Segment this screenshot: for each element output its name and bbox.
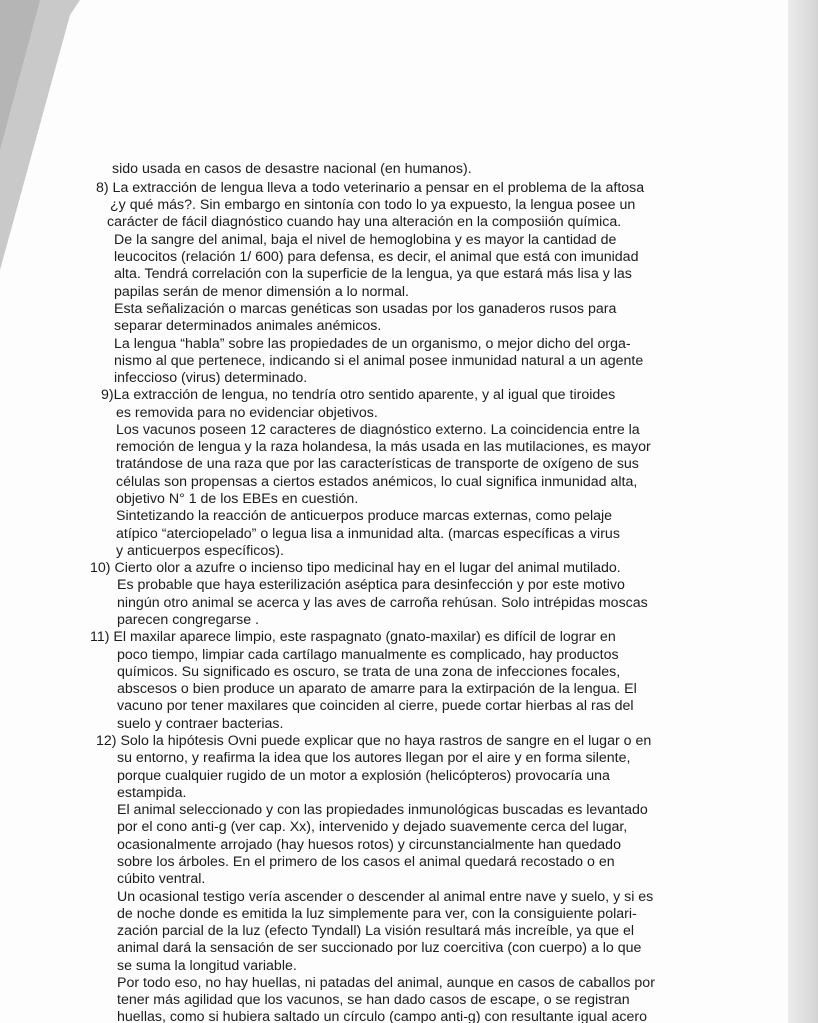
text-line: alta. Tendrá correlación con la superficie de la lengua, ya que estará más lisa y las — [114, 266, 632, 282]
text-line: sido usada en casos de desastre nacional (en humanos). — [112, 161, 472, 177]
text-line: atípico “aterciopelado” o legua lisa a inmunidad alta. (marcas específicas a virus — [116, 526, 620, 542]
text-line: Los vacunos poseen 12 caracteres de diagnóstico externo. La coincidencia entre la — [116, 422, 640, 438]
text-line: huellas, como si hubiera saltado un círculo (campo anti-g) con resultante igual acero — [117, 1009, 647, 1023]
text-line: zación parcial de la luz (efecto Tyndall) La visión resultará más increíble, ya que el — [117, 923, 635, 939]
text-line: sobre los árboles. En el primero de los casos el animal quedará recostado o en — [117, 854, 615, 870]
text-line: tener más agilidad que los vacunos, se han dado casos de escape, o se registran — [117, 992, 630, 1008]
text-line: La lengua “habla” sobre las propiedades de un organismo, o mejor dicho del orga- — [114, 336, 631, 352]
text-line: vacuno por tener maxilares que coinciden al cierre, puede cortar hierbas al ras del — [117, 698, 634, 714]
text-line: El animal seleccionado y con las propiedades inmunológicas buscadas es levantado — [117, 802, 648, 818]
text-line: estampida. — [117, 785, 187, 801]
text-line: porque cualquier rugido de un motor a explosión (helicópteros) provocaría una — [117, 768, 610, 784]
text-line: Es probable que haya esterilización aséptica para desinfección y por este motivo — [117, 577, 625, 593]
text-line: parecen congregarse . — [117, 612, 259, 628]
text-line: De la sangre del animal, baja el nivel de hemoglobina y es mayor la cantidad de — [114, 232, 617, 248]
text-line: células son propensas a ciertos estados anémicos, lo cual significa inmunidad alta, — [116, 474, 638, 490]
text-line: objetivo N° 1 de los EBEs en cuestión. — [116, 491, 359, 507]
text-line: ocasionalmente arrojado (hay huesos rotos) y circunstancialmente han quedado — [117, 837, 621, 853]
right-page-edge — [788, 0, 818, 1023]
text-line: leucocitos (relación 1/ 600) para defensa, es decir, el animal que está con imunidad — [114, 249, 639, 265]
text-line: su entorno, y reafirma la idea que los autores llegan por el aire y en forma silente, — [117, 750, 631, 766]
text-line: 9)La extracción de lengua, no tendría otro sentido aparente, y al igual que tiroides — [101, 387, 616, 403]
text-line: ningún otro animal se acerca y las aves de carroña rehúsan. Solo intrépidas moscas — [117, 595, 648, 611]
text-line: nismo al que pertenece, indicando si el animal posee inmunidad natural a un agente — [114, 353, 644, 369]
text-line: Un ocasional testigo vería ascender o descender al animal entre nave y suelo, y si es — [117, 889, 654, 905]
text-line: de noche donde es emitida la luz simplemente para ver, con la consiguiente polari- — [117, 906, 637, 922]
text-line: ¿y qué más?. Sin embargo en sintonía con todo lo ya expuesto, la lengua posee un — [110, 197, 636, 213]
text-line: químicos. Su significado es oscuro, se trata de una zona de infecciones focales, — [117, 664, 621, 680]
text-line: separar determinados animales anémicos. — [114, 318, 382, 334]
text-line: 12) Solo la hipótesis Ovni puede explicar que no haya rastros de sangre en el lugar o en — [96, 733, 652, 749]
text-line: papilas serán de menor dimensión a lo normal. — [114, 284, 409, 300]
text-line: animal dará la sensación de ser succionado por luz coercitiva (con cuerpo) a lo que — [117, 940, 642, 956]
text-line: por el cono anti-g (ver cap. Xx), intervenido y dejado suavemente cerca del lugar, — [117, 819, 628, 835]
text-line: cúbito ventral. — [117, 871, 206, 887]
text-line: abscesos o bien produce un aparato de amarre para la extirpación de la lengua. El — [117, 681, 637, 697]
text-line: Por todo eso, no hay huellas, ni patadas del animal, aunque en casos de caballos por — [117, 975, 655, 991]
text-line: se suma la longitud variable. — [117, 958, 297, 974]
text-line: Esta señalización o marcas genéticas son usadas por los ganaderos rusos para — [114, 301, 617, 317]
text-line: carácter de fácil diagnóstico cuando hay una alteración en la composiión química. — [107, 214, 622, 230]
text-line: suelo y contraer bacterias. — [117, 716, 284, 732]
text-line: remoción de lengua y la raza holandesa, la más usada en las mutilaciones, es mayor — [116, 439, 651, 455]
text-line: infeccioso (virus) determinado. — [114, 370, 308, 386]
text-line: tratándose de una raza que por las características de transporte de oxígeno de sus — [116, 456, 639, 472]
text-line: 8) La extracción de lengua lleva a todo veterinario a pensar en el problema de la aftosa — [96, 180, 645, 196]
text-line: 10) Cierto olor a azufre o incienso tipo medicinal hay en el lugar del animal mutilado. — [90, 560, 621, 576]
text-line: poco tiempo, limpiar cada cartílago manualmente es complicado, hay productos — [117, 647, 619, 663]
text-line: y anticuerpos específicos). — [116, 543, 284, 559]
text-line: 11) El maxilar aparece limpio, este raspagnato (gnato-maxilar) es difícil de lograr en — [90, 629, 616, 645]
text-line: es removida para no evidenciar objetivos. — [116, 405, 378, 421]
text-line: Sintetizando la reacción de anticuerpos produce marcas externas, como pelaje — [116, 508, 613, 524]
